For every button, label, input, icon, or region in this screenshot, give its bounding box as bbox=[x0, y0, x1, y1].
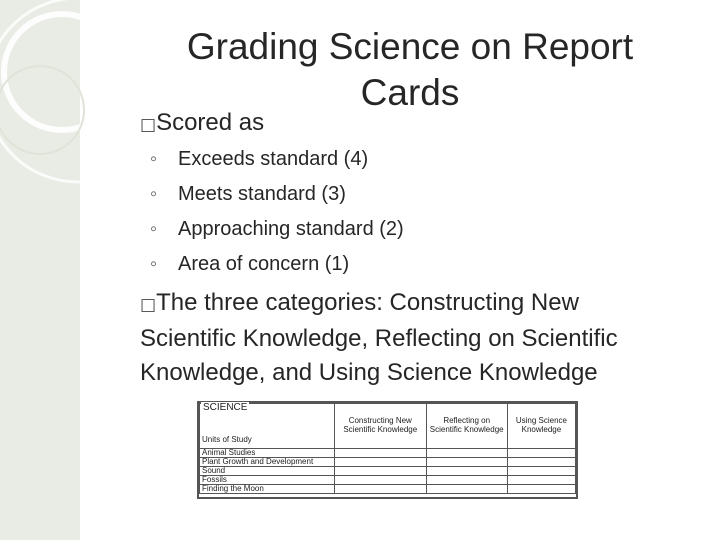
report-title: SCIENCE bbox=[203, 402, 248, 413]
sub-item-label: Exceeds standard (4) bbox=[178, 148, 369, 170]
table-row: Animal Studies bbox=[200, 449, 576, 458]
sub-item bbox=[150, 252, 349, 276]
bullet-scored-label: Scored as bbox=[156, 109, 265, 136]
sub-item-label: Area of concern (1) bbox=[178, 253, 350, 275]
bullet-scored-as bbox=[140, 106, 264, 142]
col-reflecting: Reflecting on Scientific Knowledge bbox=[426, 404, 507, 449]
bullet-categories-text: The three categories: Constructing New Scientific Knowledge, Reflecting on Scientific Knowledge, and Using Science Knowledge bbox=[140, 289, 618, 386]
table-row: Plant Growth and Development bbox=[200, 458, 576, 467]
sub-item-label: Meets standard (3) bbox=[178, 183, 346, 205]
slide-title bbox=[160, 24, 660, 116]
title-line-2: Cards bbox=[360, 72, 460, 113]
sub-item-label: Approaching standard (2) bbox=[178, 218, 404, 240]
bullet-box-icon: □ bbox=[140, 295, 157, 315]
circle-bullet-icon: ◦ bbox=[150, 183, 158, 205]
table-row: Fossils bbox=[200, 476, 576, 485]
sub-item bbox=[150, 182, 346, 206]
circle-bullet-icon: ◦ bbox=[150, 253, 158, 275]
col-using: Using Science Knowledge bbox=[507, 404, 575, 449]
report-table bbox=[199, 403, 576, 494]
report-card-table-image bbox=[197, 401, 578, 499]
circle-bullet-icon: ◦ bbox=[150, 148, 158, 170]
circle-bullet-icon: ◦ bbox=[150, 218, 158, 240]
sub-item bbox=[150, 147, 368, 171]
bullet-box-icon: □ bbox=[140, 115, 157, 135]
title-line-1: Grading Science on Report bbox=[186, 26, 634, 67]
sub-item bbox=[150, 217, 404, 241]
table-row: Sound bbox=[200, 467, 576, 476]
units-header: Units of Study bbox=[200, 404, 335, 449]
col-constructing: Constructing New Scientific Knowledge bbox=[335, 404, 427, 449]
bullet-categories bbox=[140, 286, 680, 390]
table-row: Finding the Moon bbox=[200, 485, 576, 494]
